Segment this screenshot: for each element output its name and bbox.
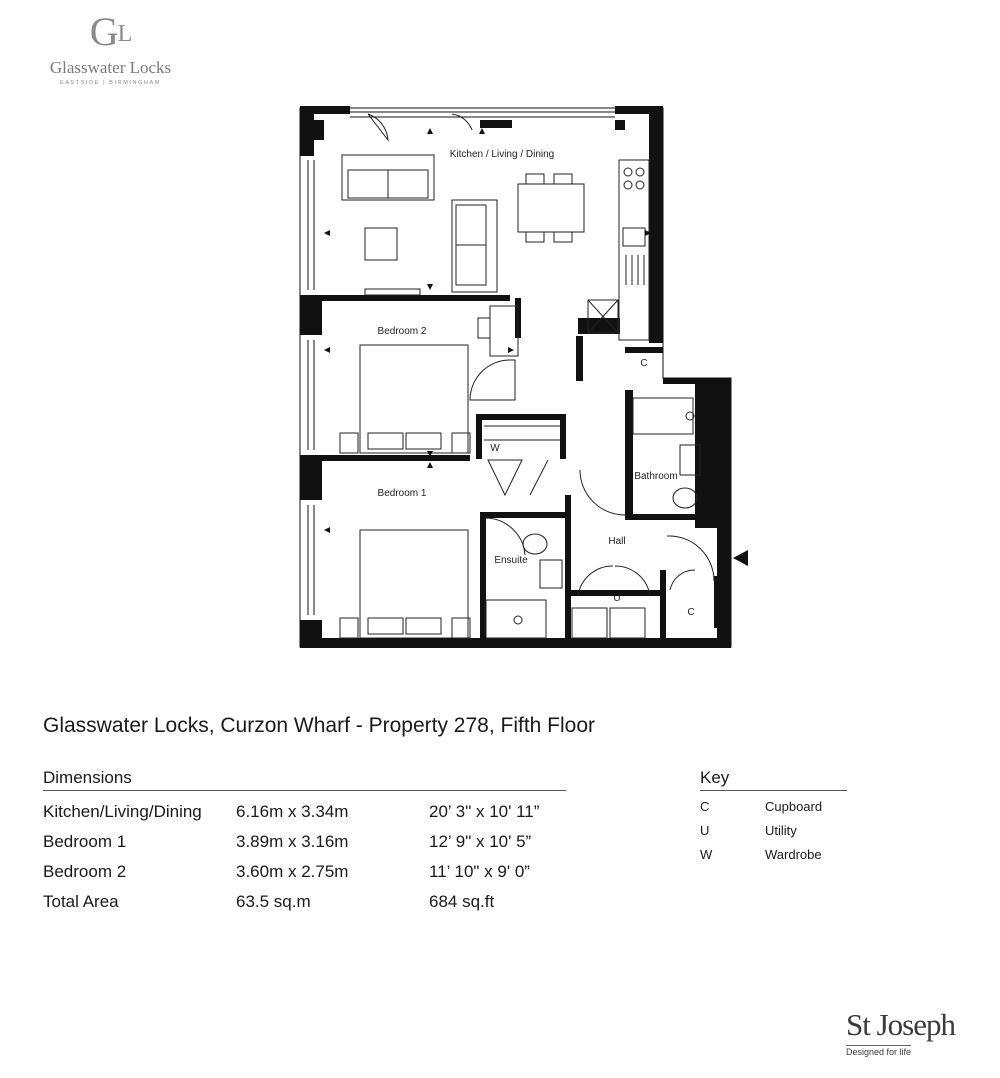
dim-imperial: 11’ 10" x 9' 0” <box>429 862 530 881</box>
development-logo <box>28 10 193 94</box>
dim-metric: 3.60m x 2.75m <box>236 862 349 881</box>
developer-logo <box>846 1008 966 1060</box>
room-label-wardrobe: W <box>490 443 500 454</box>
room-label-hall: Hall <box>608 536 626 547</box>
dim-room: Bedroom 1 <box>43 832 127 851</box>
dim-metric: 6.16m x 3.34m <box>236 802 349 821</box>
dimensions-row <box>43 797 566 827</box>
key-code: U <box>700 822 710 838</box>
dimensions-table <box>43 768 566 917</box>
dim-imperial: 12’ 9" x 10' 5” <box>429 832 532 851</box>
logo-name: Glasswater Locks <box>49 58 172 77</box>
developer-name: St Joseph <box>846 1007 955 1042</box>
dim-room: Bedroom 2 <box>43 862 127 881</box>
dim-room: Total Area <box>43 892 119 911</box>
room-label-kitchen: Kitchen / Living / Dining <box>449 149 555 160</box>
dim-metric: 63.5 sq.m <box>236 892 311 911</box>
room-label-bathroom: Bathroom <box>634 471 678 482</box>
logo-subtitle: EASTSIDE | BIRMINGHAM <box>59 80 162 86</box>
room-label-bedroom-2: Bedroom 2 <box>377 326 427 337</box>
key-label: Wardrobe <box>765 846 822 862</box>
key-header: Key <box>700 768 847 791</box>
dimensions-header: Dimensions <box>43 768 566 791</box>
dimensions-row <box>43 887 566 917</box>
dim-imperial: 684 sq.ft <box>429 892 495 911</box>
dim-room: Kitchen/Living/Dining <box>43 802 202 821</box>
floor-plan-drawing <box>290 100 750 660</box>
key-row <box>700 818 847 842</box>
key-label: Utility <box>765 822 797 838</box>
room-label-bedroom-1: Bedroom 1 <box>377 488 427 499</box>
floor-plan <box>290 100 750 660</box>
key-row <box>700 794 847 818</box>
key-code: W <box>700 846 713 862</box>
dim-metric: 3.89m x 3.16m <box>236 832 349 851</box>
room-label-utility: U <box>613 593 621 604</box>
key-label: Cupboard <box>765 798 823 814</box>
property-title: Glasswater Locks, Curzon Wharf - Property 278, Fifth Floor <box>43 714 596 737</box>
logo-monogram: $G^L$ <box>89 9 132 54</box>
dimensions-row <box>43 857 566 887</box>
key-row <box>700 842 847 866</box>
room-label-cupboard-top: C <box>640 358 648 369</box>
dimensions-row <box>43 827 566 857</box>
key-code: C <box>700 798 710 814</box>
key-legend <box>700 768 847 866</box>
developer-tagline: Designed for life <box>846 1047 912 1057</box>
dim-imperial: 20’ 3" x 10' 11” <box>429 802 540 821</box>
room-label-cupboard-bottom: C <box>687 607 695 618</box>
room-label-ensuite: Ensuite <box>494 555 528 566</box>
